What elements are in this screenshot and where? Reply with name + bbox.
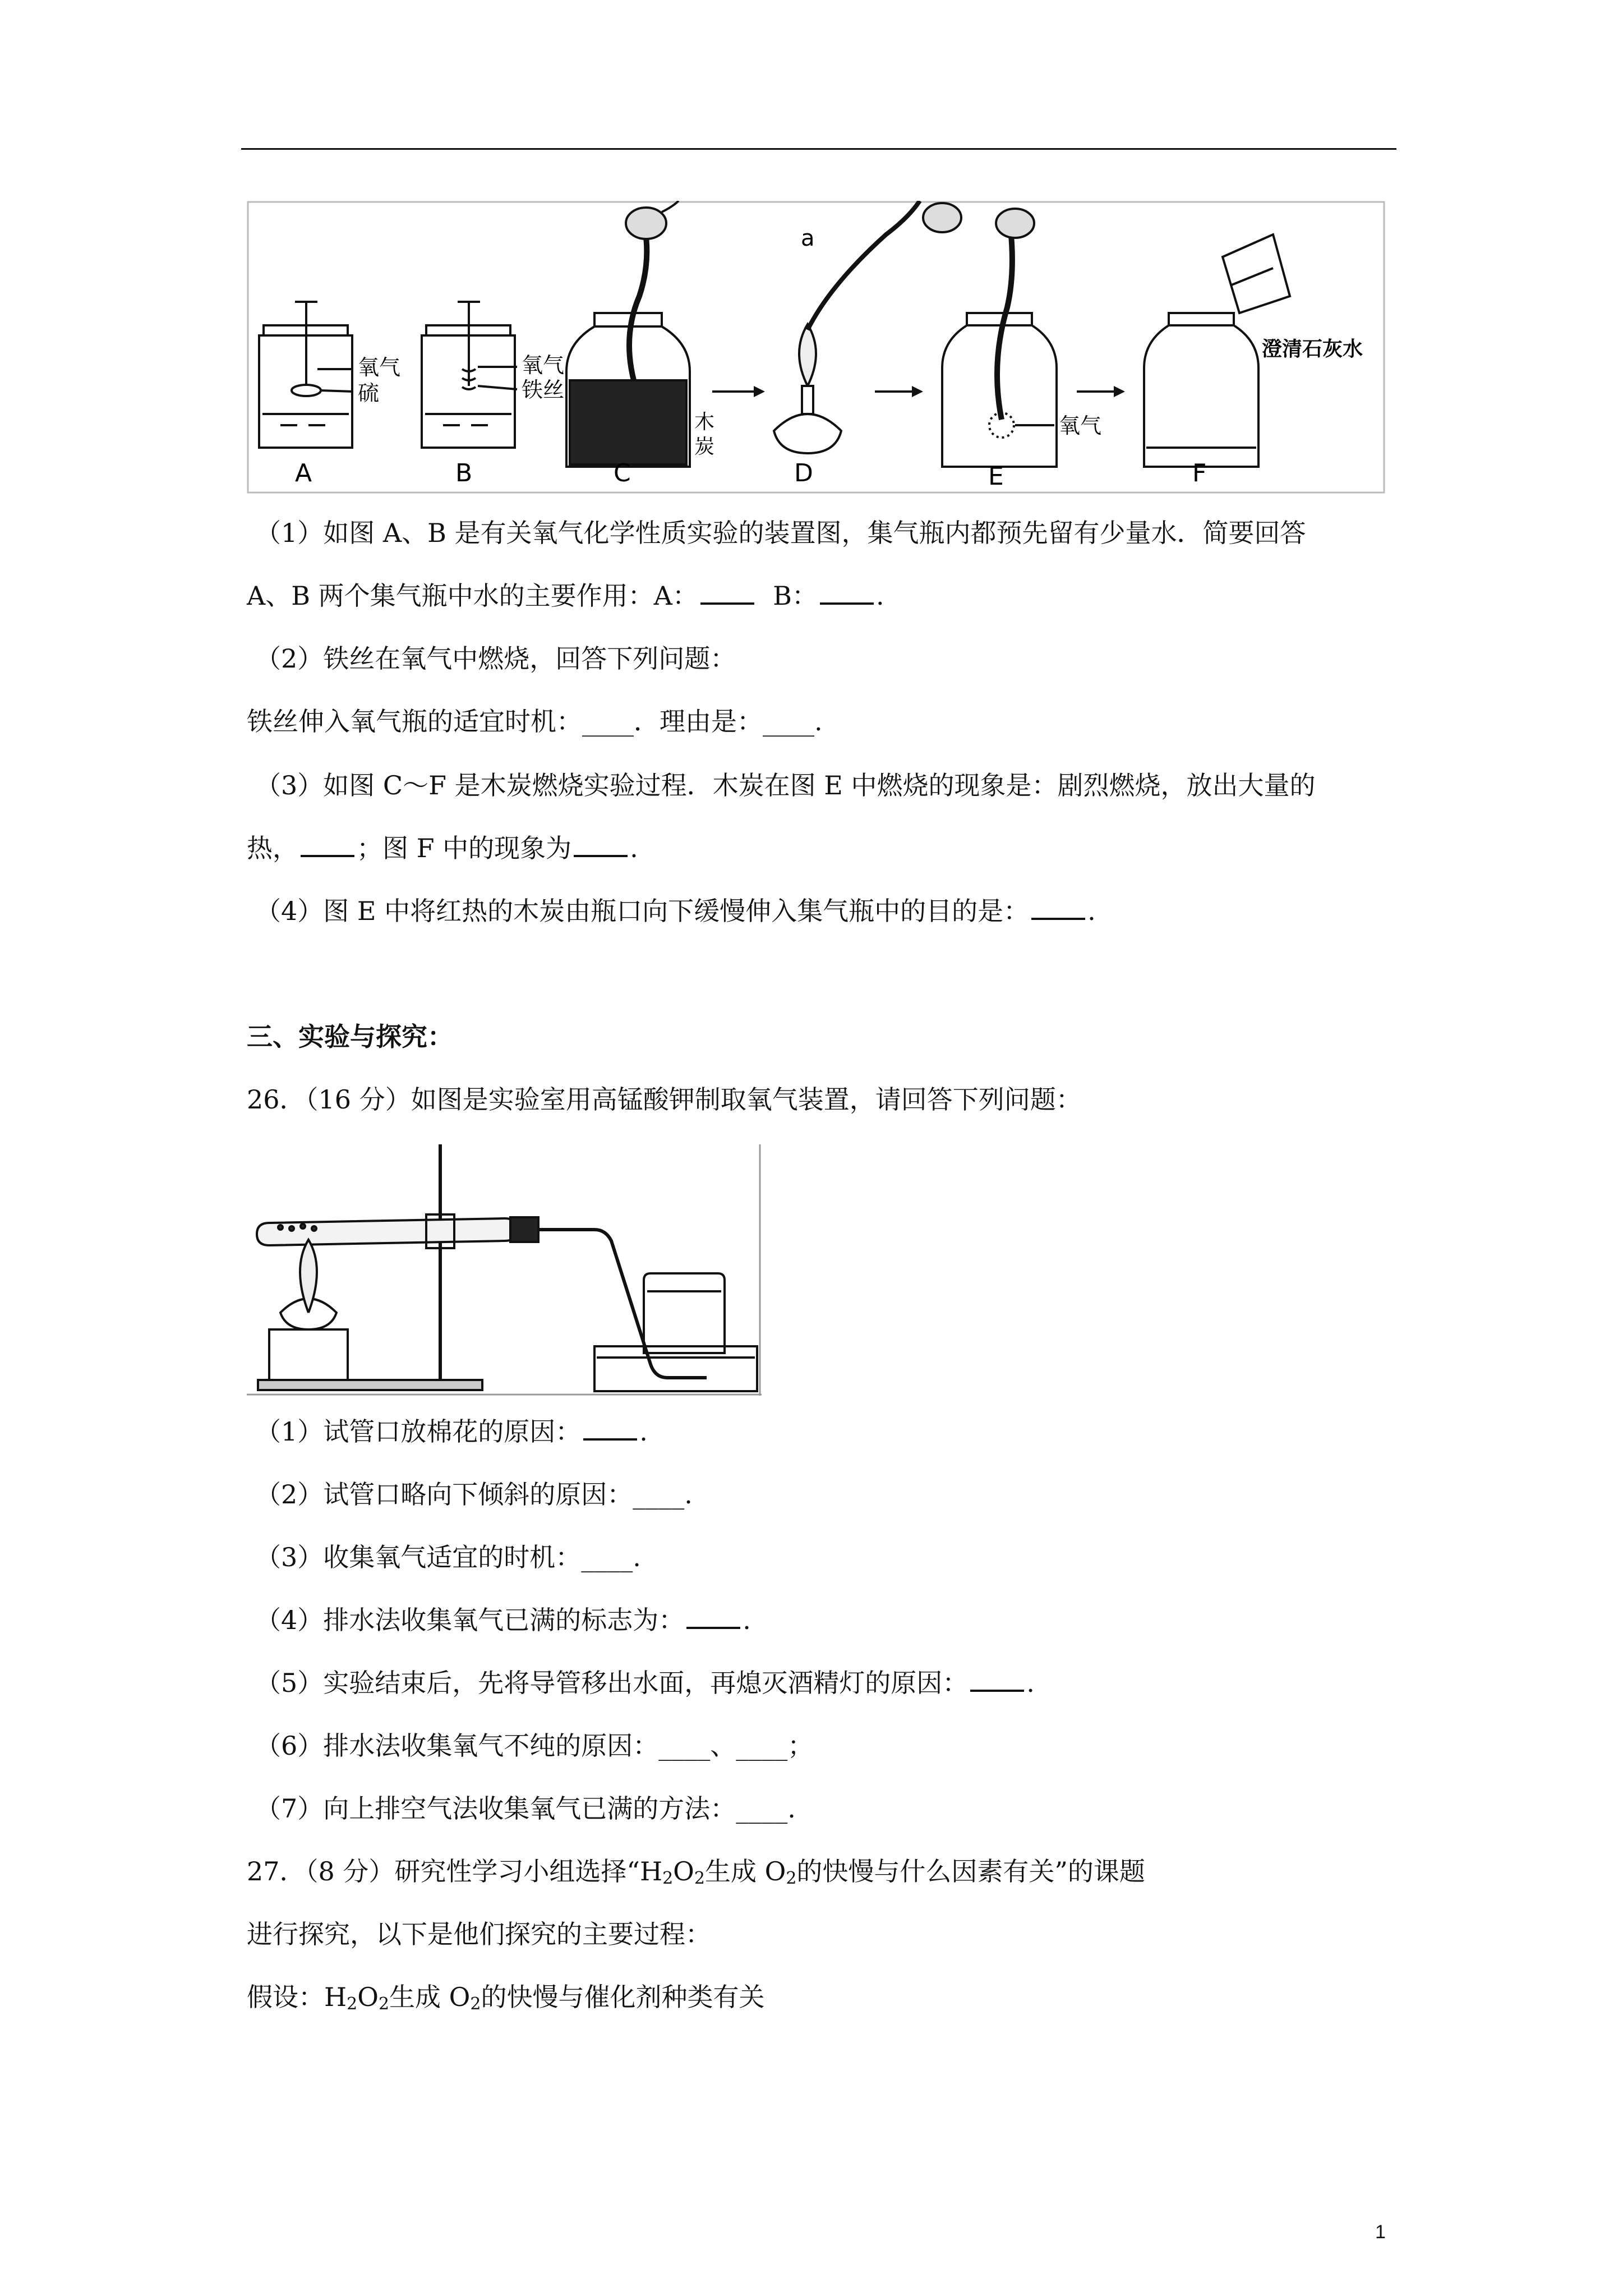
q27-title: 27．（8 分）研究性学习小组选择“$H_2O_2$生成 $O_2$的快慢与什么因素有关”的课题 [247,1856,1145,1888]
label-e-oxygen: 氧气 [1059,413,1102,438]
q25-p1-line1: （1）如图 A、B 是有关氧气化学性质实验的装置图，集气瓶内都预先留有少量水．简要回答 [255,518,1306,548]
q26-item-7: （7）向上排空气法收集氧气已满的方法：____. [255,1793,796,1824]
q26-item-3: （3）收集氧气适宜的时机：____. [255,1542,641,1572]
q25-p4: （4）图 E 中将红热的木炭由瓶口向下缓慢伸入集气瓶中的目的是： . [255,896,1096,926]
section-heading: 三、实验与探究： [247,1022,453,1052]
q26-item-5: （5）实验结束后，先将导管移出水面，再熄灭酒精灯的原因： . [255,1668,1035,1698]
q25-p1-line2: A、B 两个集气瓶中水的主要作用：A： B： . [247,581,884,611]
q25-p2-detail: 铁丝伸入氧气瓶的适宜时机：____．理由是：____. [247,706,823,737]
q26-item-2: （2）试管口略向下倾斜的原因：____. [255,1479,693,1510]
page-number: 1 [1375,2221,1386,2243]
apparatus-c [566,201,690,467]
label-c-charcoal-1: 木 [694,411,715,434]
label-c: C [614,459,631,487]
q25-p3-line2: 热， ；图 F 中的现象为 . [247,833,638,863]
q26-item-1: （1）试管口放棉花的原因： . [255,1416,648,1447]
q26-title: 26．（16 分）如图是实验室用高锰酸钾制取氧气装置，请回答下列问题： [247,1084,1082,1115]
label-f-limewater: 澄清石灰水 [1262,338,1363,361]
label-d-a: a [801,226,815,251]
q25-p3-line1: （3）如图 C～F 是木炭燃烧实验过程．木炭在图 E 中燃烧的现象是：剧烈燃烧，放出大量的 [255,770,1316,800]
q25-p2: （2）铁丝在氧气中燃烧，回答下列问题： [255,643,736,674]
apparatus-b [422,302,517,448]
apparatus-a [259,302,353,448]
figure-kmno4-apparatus [247,1144,763,1397]
label-d: D [794,459,813,487]
q26-item-6: （6）排水法收集氧气不纯的原因：____、____； [255,1731,814,1761]
label-b: B [455,459,473,487]
q27-hypothesis: 假设：$H_2O_2$生成 $O_2$的快慢与催化剂种类有关 [247,1982,765,2014]
label-f: F [1192,459,1207,487]
label-a: A [295,459,312,487]
q27-line2: 进行探究，以下是他们探究的主要过程： [247,1919,711,1949]
header-rule [241,148,1396,150]
label-e: E [988,462,1004,491]
label-a-sulfur: 硫 [358,381,380,406]
apparatus-e [942,209,1057,467]
label-b-oxygen: 氧气 [522,353,565,378]
label-a-oxygen: 氧气 [358,355,401,380]
q26-item-4: （4）排水法收集氧气已满的标志为： . [255,1605,751,1635]
label-c-charcoal-2: 炭 [694,435,715,458]
label-b-iron: 铁丝 [522,378,565,402]
figure-oxygen-experiments [247,201,1385,494]
